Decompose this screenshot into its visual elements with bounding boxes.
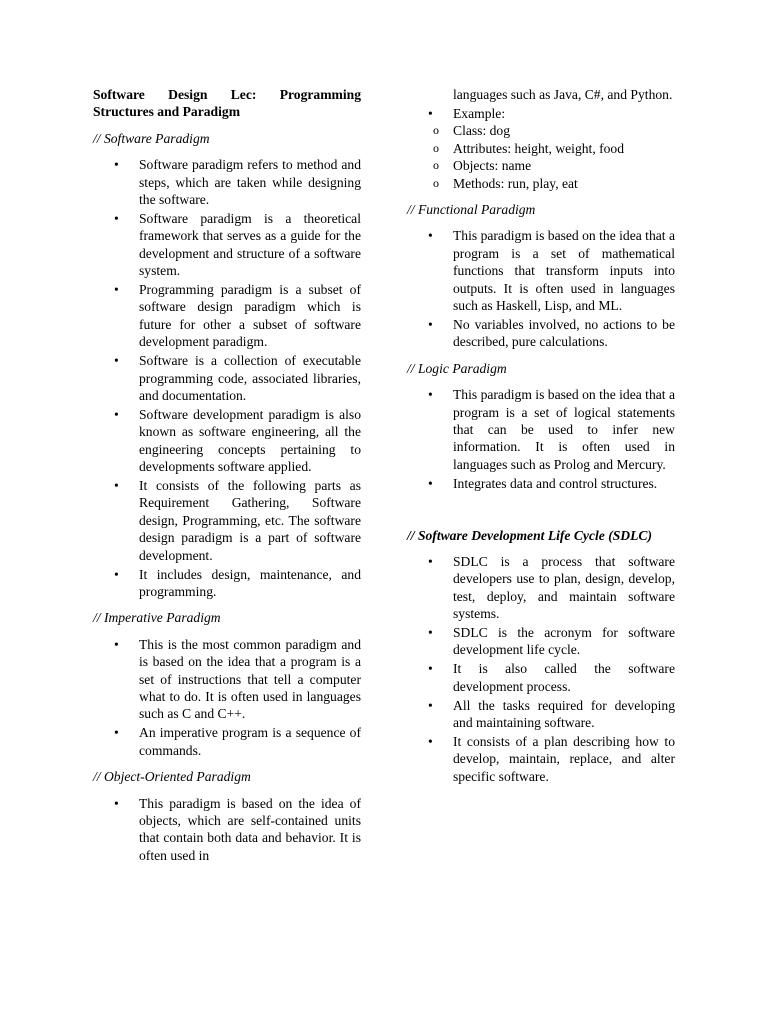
heading-sdlc: // Software Development Life Cycle (SDLC) xyxy=(407,527,653,543)
spacer xyxy=(407,494,675,518)
list-item: • It is also called the software development process. xyxy=(407,660,675,695)
list-item: • Programming paradigm is a subset of software design paradigm which is future for other a subset of software development paradigm. xyxy=(93,281,361,351)
right-column xyxy=(407,86,675,787)
object-oriented-list xyxy=(93,795,361,865)
list-item: • This paradigm is based on the idea of objects, which are self-contained units that contain both data and behavior. It is often used in xyxy=(93,795,361,865)
sub-item: o Methods: run, play, eat xyxy=(407,175,675,192)
list-item: • This is the most common paradigm and is based on the idea that a program is a set of instructions that tell a computer what to do. It is often used in languages such as C and C++. xyxy=(93,636,361,723)
heading-functional-paradigm: // Functional Paradigm xyxy=(407,201,536,217)
list-item: • This paradigm is based on the idea that a program is a set of mathematical functions that transform inputs into outputs. It is often used in languages such as Haskell, Lisp, and ML. xyxy=(407,227,675,314)
list-item: • This paradigm is based on the idea that a program is a set of logical statements that can be used to infer new information. It is often used in languages such as Prolog and Mercury. xyxy=(407,386,675,473)
list-item: • Software paradigm refers to method and steps, which are taken while designing the software. xyxy=(93,156,361,208)
heading-imperative-paradigm: // Imperative Paradigm xyxy=(93,610,221,626)
list-item-continued: languages such as Java, C#, and Python. xyxy=(453,87,673,102)
list-item: • SDLC is the acronym for software development life cycle. xyxy=(407,624,675,659)
example-label: Example: xyxy=(453,105,506,121)
list-item: • Integrates data and control structures. xyxy=(407,475,675,492)
software-paradigm-list xyxy=(93,156,361,600)
document-title: Software Design Lec: Programming Structures and Paradigm xyxy=(93,87,361,120)
list-item: • All the tasks required for developing and maintaining software. xyxy=(407,697,675,732)
sub-item: o Attributes: height, weight, food xyxy=(407,140,675,157)
list-item: • Software is a collection of executable programming code, associated libraries, and documentation. xyxy=(93,352,361,404)
imperative-list xyxy=(93,636,361,759)
object-oriented-continued xyxy=(407,86,675,103)
functional-list xyxy=(407,227,675,350)
list-item: • An imperative program is a sequence of commands. xyxy=(93,724,361,759)
example-sublist xyxy=(407,122,675,192)
list-item xyxy=(407,105,675,192)
left-column xyxy=(93,86,361,866)
logic-list xyxy=(407,386,675,492)
list-item: • Software paradigm is a theoretical framework that serves as a guide for the development and structure of a software system. xyxy=(93,210,361,280)
heading-software-paradigm: // Software Paradigm xyxy=(93,130,210,146)
list-item: • Software development paradigm is also known as software engineering, all the engineering concepts pertaining to developments software applied. xyxy=(93,406,361,476)
heading-object-oriented-paradigm: // Object-Oriented Paradigm xyxy=(93,769,251,785)
list-item: • It consists of a plan describing how to develop, maintain, replace, and alter specific software. xyxy=(407,733,675,785)
list-item: • It consists of the following parts as Requirement Gathering, Software design, Programming, etc. The software design paradigm is a part of software development. xyxy=(93,477,361,564)
sub-item: o Class: dog xyxy=(407,122,675,139)
list-item: • No variables involved, no actions to be described, pure calculations. xyxy=(407,316,675,351)
sub-item: o Objects: name xyxy=(407,157,675,174)
example-list xyxy=(407,105,675,192)
list-item: • SDLC is a process that software developers use to plan, design, develop, test, deploy, and maintain software systems. xyxy=(407,553,675,623)
list-item: • It includes design, maintenance, and programming. xyxy=(93,566,361,601)
heading-logic-paradigm: // Logic Paradigm xyxy=(407,360,507,376)
sdlc-list xyxy=(407,553,675,785)
